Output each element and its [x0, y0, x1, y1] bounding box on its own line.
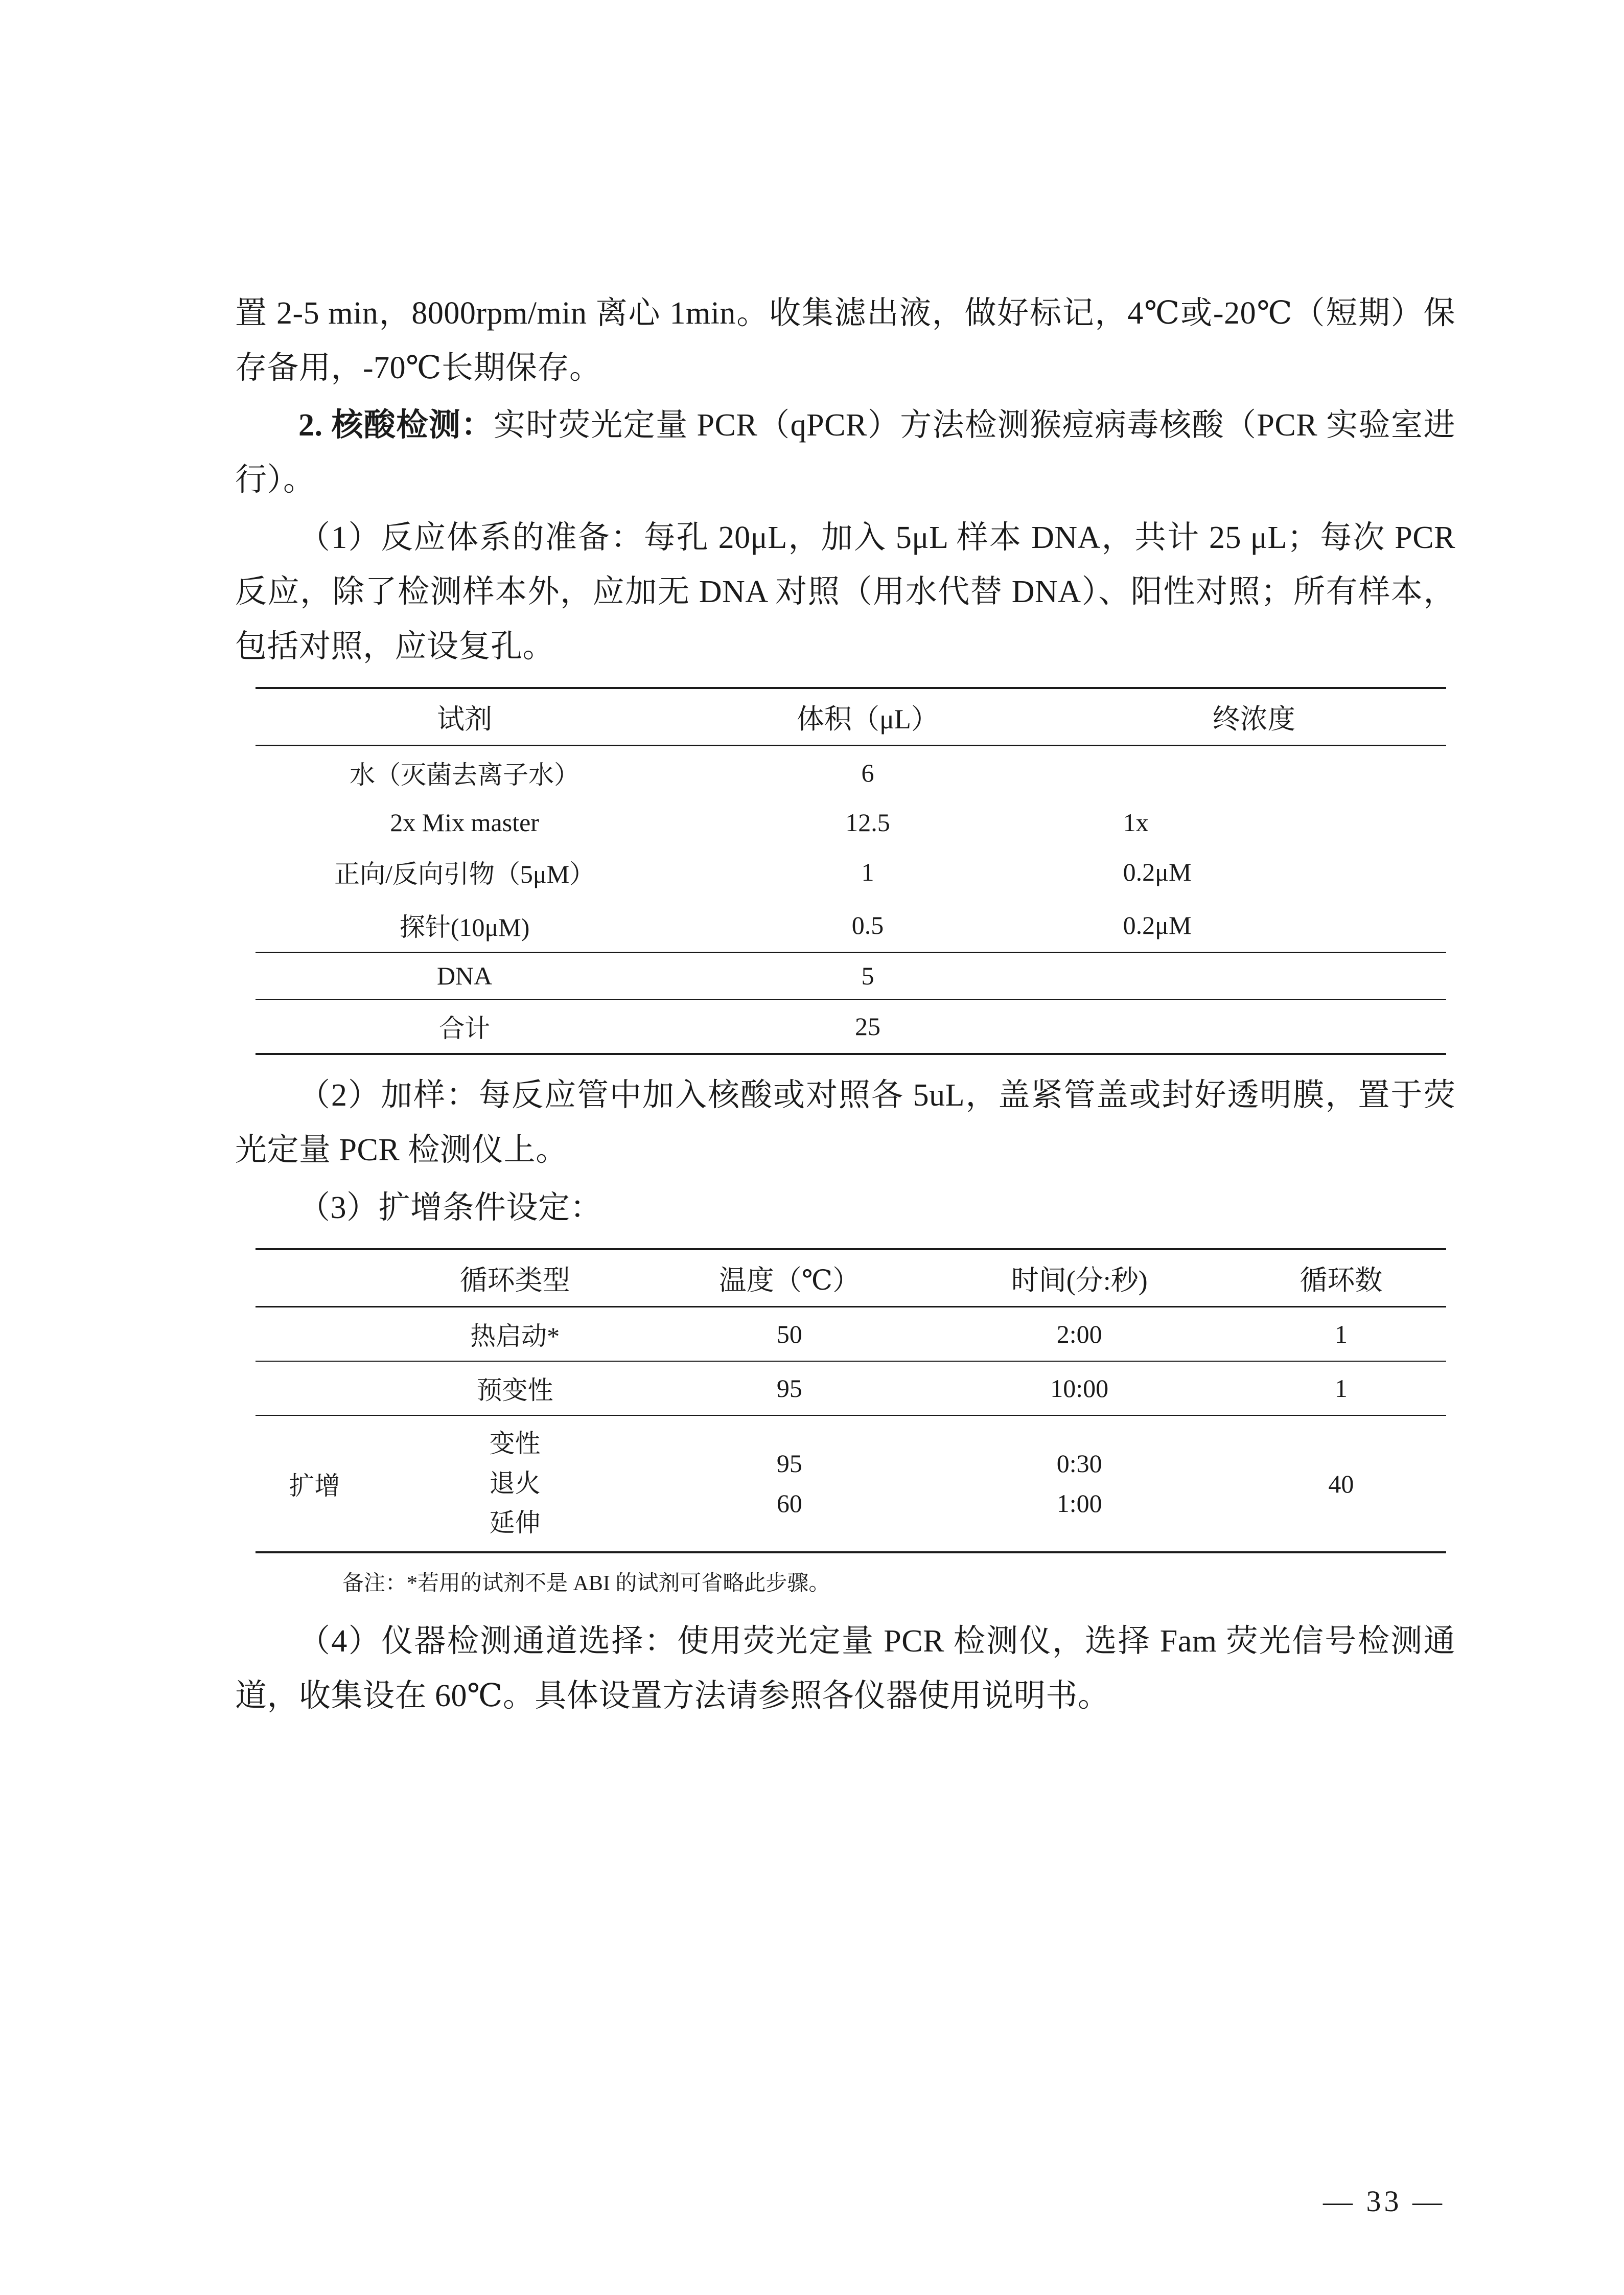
reaction-system-table	[256, 687, 1446, 1055]
paragraph-intro: 置 2-5 min，8000rpm/min 离心 1min。收集滤出液，做好标记，4℃或-20℃（短期）保存备用，-70℃长期保存。	[235, 296, 1455, 385]
th-volume: 体积（μL）	[796, 704, 939, 735]
table-row-amplification	[256, 1415, 1446, 1552]
cell-volume: 6	[861, 759, 874, 788]
cell-amplification-cycles: 40	[1328, 1469, 1354, 1498]
paragraph-amplification-conditions: （3）扩增条件设定：	[298, 1190, 602, 1225]
th-cycle-type: 循环类型	[459, 1265, 570, 1296]
cell-concentration	[1062, 999, 1446, 1054]
table-row	[256, 899, 1446, 952]
cell-temperature: 95	[776, 1374, 802, 1403]
cell-temp-denature: 95	[776, 1449, 802, 1478]
cell-reagent: 探针(10μM)	[399, 913, 530, 942]
reaction-table-body	[256, 746, 1446, 1054]
cell-time-anneal: 1:00	[1056, 1488, 1102, 1518]
cycling-table-head	[256, 1249, 1446, 1307]
cell-concentration: 1x	[1123, 808, 1149, 837]
cell-cycle-count: 1	[1334, 1320, 1348, 1349]
cell-time: 10:00	[1050, 1374, 1109, 1403]
cell-concentration	[1062, 746, 1446, 800]
th-time: 时间(分:秒)	[1011, 1265, 1148, 1296]
cell-concentration: 0.2μM	[1123, 858, 1192, 887]
cell-reagent: 合计	[439, 1014, 491, 1043]
th-cycle-count: 循环数	[1300, 1265, 1383, 1296]
cell-volume: 0.5	[851, 911, 884, 940]
cell-volume: 12.5	[845, 808, 890, 837]
cell-type-anneal: 退火	[489, 1468, 541, 1498]
cell-cycle-count: 1	[1334, 1374, 1348, 1403]
cell-concentration: 0.2μM	[1123, 911, 1192, 940]
cycling-table-body	[256, 1307, 1446, 1552]
cell-reagent: 2x Mix master	[390, 808, 539, 837]
cell-concentration	[1062, 952, 1446, 999]
table-row	[256, 952, 1446, 999]
cell-reagent: DNA	[436, 961, 493, 991]
cell-time-denature: 0:30	[1056, 1449, 1102, 1478]
cell-type-extend: 延伸	[489, 1508, 541, 1537]
cell-amplification-temps	[656, 1415, 922, 1552]
cell-type-denature: 变性	[489, 1429, 541, 1458]
table-row	[256, 999, 1446, 1054]
cell-stage	[256, 1307, 374, 1362]
page-number-dash-right: —	[1412, 2185, 1445, 2218]
table-note: 备注：*若用的试剂不是 ABI 的试剂可省略此步骤。	[342, 1571, 830, 1595]
heading-nucleic-acid-detection: 2. 核酸检测：	[298, 408, 494, 443]
page-number-value: 33	[1366, 2185, 1402, 2218]
cell-reagent: 水（灭菌去离子水）	[350, 761, 580, 790]
cell-amplification-types	[374, 1415, 656, 1552]
table-header-row	[256, 688, 1446, 746]
cell-volume: 5	[861, 961, 874, 991]
th-stage	[256, 1249, 374, 1307]
table-header-row	[256, 1249, 1446, 1307]
table-row	[256, 845, 1446, 899]
reaction-table-head	[256, 688, 1446, 746]
paragraph-nucleic-acid-detection	[235, 398, 1455, 507]
table-row	[256, 1307, 1446, 1362]
page-number	[1323, 2184, 1445, 2218]
cell-reagent: 正向/反向引物（5μM）	[334, 860, 595, 889]
cell-volume: 1	[861, 858, 874, 887]
cell-amplification-times	[923, 1415, 1236, 1552]
cycling-conditions-table	[256, 1248, 1446, 1553]
page-number-dash-left: —	[1323, 2185, 1356, 2218]
cell-stage	[256, 1361, 374, 1415]
th-concentration: 终浓度	[1212, 704, 1295, 735]
table-row	[256, 1361, 1446, 1415]
cell-cycle-type: 热启动*	[470, 1322, 560, 1351]
cell-temperature: 50	[776, 1320, 802, 1349]
paragraph-channel-selection: （4）仪器检测通道选择：使用荧光定量 PCR 检测仪，选择 Fam 荧光信号检测通道，收集设在 60℃。具体设置方法请参照各仪器使用说明书。	[235, 1623, 1455, 1713]
paragraph-reaction-prep: （1）反应体系的准备：每孔 20μL，加入 5μL 样本 DNA，共计 25 μL；每次 PCR 反应，除了检测样本外，应加无 DNA 对照（用水代替 DNA）、阳性对照；所有样本，包括对照，应设复孔。	[235, 520, 1455, 664]
cell-stage-amplification: 扩增	[289, 1471, 340, 1500]
paragraph-nucleic-acid-detection-text: 实时荧光定量 PCR（qPCR）方法检测猴痘病毒核酸（PCR 实验室进行）。	[235, 408, 1455, 497]
paragraph-sample-loading: （2）加样：每反应管中加入核酸或对照各 5uL，盖紧管盖或封好透明膜，置于荧光定量 PCR 检测仪上。	[235, 1078, 1455, 1167]
table-row	[256, 746, 1446, 800]
cell-time: 2:00	[1056, 1320, 1102, 1349]
cell-cycle-type: 预变性	[476, 1376, 553, 1405]
th-temperature: 温度（℃）	[718, 1265, 861, 1296]
cell-temp-anneal: 60	[776, 1488, 802, 1518]
th-reagent: 试剂	[437, 704, 493, 735]
table-row	[256, 799, 1446, 845]
cell-volume: 25	[854, 1012, 880, 1041]
